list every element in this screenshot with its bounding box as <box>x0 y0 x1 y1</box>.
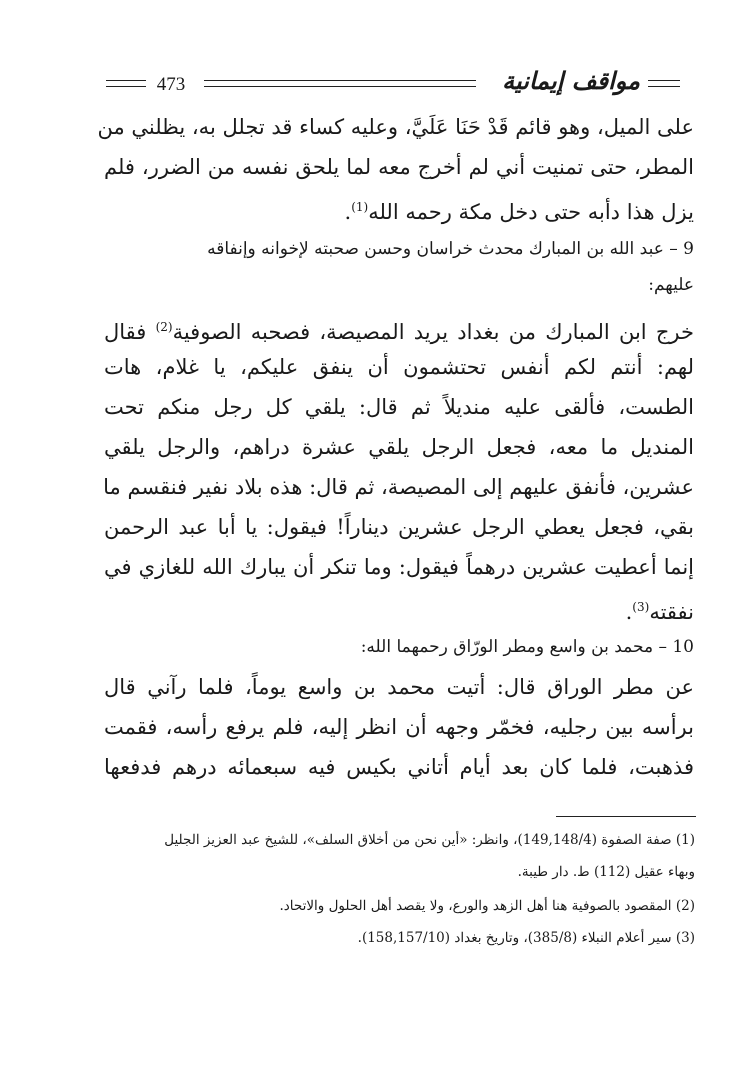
header-rule-middle <box>204 80 476 81</box>
paragraph-2-line-2: لهم: أنتم لكم أنفس تحتشمون أن ينفق عليكم، يا غلام، هات <box>104 355 694 379</box>
header-rule-left <box>106 80 146 81</box>
header-rule-middle-2 <box>204 86 476 87</box>
paragraph-3-line-2: برأسه بين رجليه، فخمّر وجهه أن انظر إليه، فلم يرفع رأسه، فقمت <box>104 715 694 739</box>
paragraph-1-line-2: المطر، حتى تمنيت أني لم أخرج معه لما يلحق نفسه من الضرر، فلم <box>104 155 694 179</box>
section-9-heading: 9 – عبد الله بن المبارك محدث خراسان وحسن صحبته لإخوانه وإنفاقه <box>207 239 694 259</box>
paragraph-2-line-8 <box>104 592 694 627</box>
section-9-heading-cont: عليهم: <box>648 275 694 295</box>
header-rule-right <box>648 80 680 81</box>
paragraph-2-line-4: المنديل ما معه، فجعل الرجل يلقي عشرة دراهم، والرجل يلقي <box>104 435 694 459</box>
paragraph-2-line-6: بقي، فجعل يعطي الرجل عشرين ديناراً! فيقول: يا أبا عبد الرحمن <box>104 515 694 539</box>
page-header <box>100 66 680 102</box>
footnote-ref-3: (3) <box>632 600 650 614</box>
paragraph-2-line-3: الطست، فألقى عليه منديلاً ثم قال: يلقي كل رجل منكم تحت <box>104 395 694 419</box>
paragraph-2-text-a: خرج ابن المبارك من بغداد يريد المصيصة، فصحبه الصوفية <box>172 320 695 344</box>
paragraph-2-text-b: فقال <box>104 320 156 344</box>
paragraph-1-text: يزل هذا دأبه حتى دخل مكة رحمه الله <box>368 200 694 224</box>
paragraph-2-line-5: عشرين، فأنفق عليهم إلى المصيصة، ثم قال: هذه بلاد نفير فنقسم ما <box>103 475 694 499</box>
paragraph-2-end: . <box>625 600 633 624</box>
footnote-2: (2) المقصود بالصوفية هنا أهل الزهد والورع، ولا يقصد أهل الحلول والاتحاد. <box>279 898 695 914</box>
footnote-ref-2: (2) <box>155 320 173 334</box>
paragraph-2-last-text: نفقته <box>649 600 694 624</box>
page-number: 473 <box>156 74 186 95</box>
header-rule-left-2 <box>106 86 146 87</box>
footnote-1-line-1: (1) صفة الصفوة (149,148/4)، وانظر: «أين نحن من أخلاق السلف»، للشيخ عبد العزيز الجليل <box>164 832 695 848</box>
footnote-3: (3) سير أعلام النبلاء (385/8)، وتاريخ بغداد (158,157/10). <box>357 930 695 946</box>
footnote-divider <box>556 816 696 817</box>
paragraph-3-line-3: فذهبت، فلما كان بعد أيام أتاني بكيس فيه سبعمائه درهم فدفعها <box>104 755 694 779</box>
header-rule-right-2 <box>648 86 680 87</box>
paragraph-3-line-1: عن مطر الوراق قال: أتيت محمد بن واسع يوماً، فلما رآني قال <box>104 675 694 699</box>
paragraph-1-end: . <box>344 200 352 224</box>
footnote-ref-1: (1) <box>351 200 369 214</box>
book-title: مواقف إيمانية <box>502 66 640 95</box>
footnote-1-line-2: وبهاء عقيل (112) ط. دار طيبة. <box>517 864 695 880</box>
paragraph-1-line-3 <box>104 192 694 227</box>
paragraph-2-line-1 <box>104 312 694 347</box>
paragraph-1-line-1: على الميل، وهو قائم قَدْ حَنَا عَلَيَّ، وعليه كساء قد تجلل به، يظلني من <box>97 115 694 139</box>
paragraph-2-line-7: إنما أعطيت عشرين درهماً فيقول: وما تنكر أن يبارك الله للغازي في <box>104 555 694 579</box>
section-10-heading: 10 – محمد بن واسع ومطر الورّاق رحمهما الله: <box>360 637 694 657</box>
